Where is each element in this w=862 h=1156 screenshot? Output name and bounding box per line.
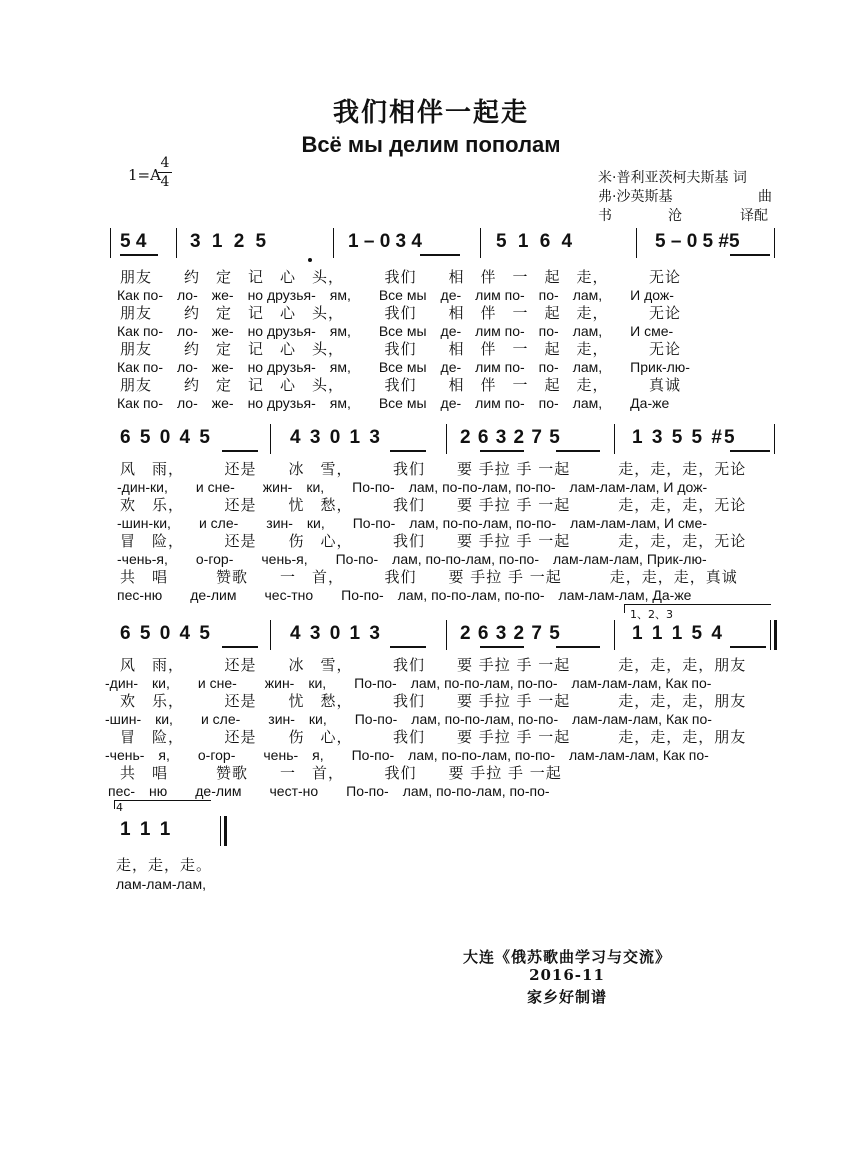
footer-date: 2016-11: [529, 966, 605, 984]
notes-measure: 1 – 0 3 4: [348, 231, 422, 252]
lyric-line: -шин-ки, и сле- зин- ки, По-по- лам, по-по-лам, по-по- лам-лам-лам, И сме-: [117, 515, 707, 531]
beam-underline: [480, 450, 524, 452]
final-barline-thick: [224, 816, 227, 846]
notes-measure: 2 6 3 2 7 5: [460, 427, 561, 448]
barline: [774, 228, 775, 258]
beam-underline: [480, 646, 524, 648]
repeat-barline: [770, 620, 771, 650]
beam-underline: [120, 254, 158, 256]
lyric-line: Как по- ло- же- но друзья- ям, Все мы де- лим по- по- лам, Прик-лю-: [117, 359, 690, 375]
beam-underline: [556, 646, 600, 648]
barline: [270, 620, 271, 650]
lyric-line: 走，走，走。: [116, 856, 213, 874]
lyric-line: пес-ню де-лим чес-тно По-по- лам, по-по-лам, по-по- лам-лам-лам, Да-же: [117, 587, 692, 603]
lyricist-credit: 米·普利亚茨柯夫斯基 词: [598, 170, 747, 186]
notes-measure: 6 5 0 4 5: [120, 623, 212, 644]
lyric-line: 冒 险， 还是 伤 心， 我们 要 手拉 手 一起 走，走，走，无论: [120, 532, 747, 550]
barline: [446, 424, 447, 454]
barline: [333, 228, 334, 258]
lyric-line: -чень- я, о-гор- чень- я, По-по- лам, по-по-лам, по-по- лам-лам-лам, Как по-: [105, 747, 709, 763]
notes-measure: 3 1 2 5: [190, 231, 270, 252]
lyric-line: 朋友 约 定 记 心 头， 我们 相 伴 一 起 走， 无论: [120, 268, 682, 286]
lyric-line: 朋友 约 定 记 心 头， 我们 相 伴 一 起 走， 无论: [120, 340, 682, 358]
song-title-chinese: 我们相伴一起走: [332, 98, 529, 128]
notes-measure: 5 4: [120, 231, 147, 252]
volta-label: 1、2、3: [630, 608, 673, 621]
lyric-line: -дин- ки, и сне- жин- ки, По-по- лам, по-по-лам, по-по- лам-лам-лам, Как по-: [105, 675, 712, 691]
lyric-line: 共 唱 赞歌 一 首， 我们 要 手拉 手 一起: [120, 764, 562, 782]
lyric-line: 朋友 约 定 记 心 头， 我们 相 伴 一 起 走， 真诚: [120, 376, 682, 394]
lyric-line: 风 雨， 还是 冰 雪， 我们 要 手拉 手 一起 走，走，走，朋友: [120, 656, 747, 674]
barline: [480, 228, 481, 258]
time-signature-bottom: 4: [160, 174, 170, 190]
barline: [110, 228, 111, 258]
composer-label: 曲: [758, 189, 772, 205]
barline: [176, 228, 177, 258]
notes-measure: 1 3 5 5 #5: [632, 427, 737, 448]
beam-underline: [420, 254, 460, 256]
notes-measure: 6 5 0 4 5: [120, 427, 212, 448]
lyric-line: 欢 乐， 还是 忧 愁， 我们 要 手拉 手 一起 走，走，走，朋友: [120, 692, 747, 710]
barline: [774, 424, 775, 454]
lyric-line: 朋友 约 定 记 心 头， 我们 相 伴 一 起 走， 无论: [120, 304, 682, 322]
translator-label: 译配: [740, 208, 768, 224]
lyric-line: пес- ню де-лим чест-но По-по- лам, по-по-лам, по-по-: [108, 783, 550, 799]
barline: [614, 620, 615, 650]
final-barline: [220, 816, 221, 846]
footer-source: 大连《俄苏歌曲学习与交流》: [462, 948, 671, 966]
volta-label: 4: [116, 801, 123, 814]
time-signature: [158, 154, 172, 191]
lyric-line: Как по- ло- же- но друзья- ям, Все мы де- лим по- по- лам, И сме-: [117, 323, 674, 339]
volta-bracket: [114, 800, 211, 809]
composer-name: 弗·沙英斯基: [598, 189, 673, 205]
notes-measure: 2 6 3 2 7 5: [460, 623, 561, 644]
key-signature: 1=A: [128, 166, 161, 184]
lyric-line: 共 唱 赞歌 一 首， 我们 要 手拉 手 一起 走，走，走，真诚: [120, 568, 738, 586]
beam-underline: [390, 646, 426, 648]
beam-underline: [730, 254, 770, 256]
barline: [636, 228, 637, 258]
beam-underline: [730, 450, 770, 452]
translator-name-2: 沧: [668, 208, 682, 224]
beam-underline: [730, 646, 766, 648]
song-title-russian: Всё мы делим пополам: [301, 132, 561, 157]
lyric-line: Как по- ло- же- но друзья- ям, Все мы де- лим по- по- лам, Да-же: [117, 395, 670, 411]
octave-dot: [308, 258, 312, 262]
barline: [270, 424, 271, 454]
lyric-line: 风 雨， 还是 冰 雪， 我们 要 手拉 手 一起 走，走，走，无论: [120, 460, 747, 478]
beam-underline: [390, 450, 426, 452]
barline: [446, 620, 447, 650]
barline: [614, 424, 615, 454]
lyric-line: Как по- ло- же- но друзья- ям, Все мы де- лим по- по- лам, И дож-: [117, 287, 674, 303]
beam-underline: [222, 646, 258, 648]
lyric-line: 冒 险， 还是 伤 心， 我们 要 手拉 手 一起 走，走，走，朋友: [120, 728, 747, 746]
lyric-line: -шин- ки, и сле- зин- ки, По-по- лам, по-по-лам, по-по- лам-лам-лам, Как по-: [105, 711, 712, 727]
notes-measure: 4 3 0 1 3: [290, 623, 382, 644]
beam-underline: [222, 450, 258, 452]
footer-author: 家乡好制谱: [526, 988, 607, 1006]
time-signature-top: 4: [158, 154, 172, 173]
repeat-barline-thick: [774, 620, 777, 650]
notes-measure: 4 3 0 1 3: [290, 427, 382, 448]
notes-measure: 5 1 6 4: [496, 231, 576, 252]
translator-name-1: 书: [598, 208, 612, 224]
lyric-line: -дин-ки, и сне- жин- ки, По-по- лам, по-по-лам, по-по- лам-лам-лам, И дож-: [117, 479, 708, 495]
lyric-line: лам-лам-лам,: [116, 876, 206, 892]
notes-measure: 5 – 0 5 #5: [655, 231, 740, 252]
lyric-line: -чень-я, о-гор- чень-я, По-по- лам, по-по-лам, по-по- лам-лам-лам, Прик-лю-: [117, 551, 707, 567]
beam-underline: [556, 450, 600, 452]
notes-measure: 1 1 1 5 4: [632, 623, 724, 644]
lyric-line: 欢 乐， 还是 忧 愁， 我们 要 手拉 手 一起 走，走，走，无论: [120, 496, 747, 514]
notes-measure: 1 1 1: [120, 819, 173, 840]
